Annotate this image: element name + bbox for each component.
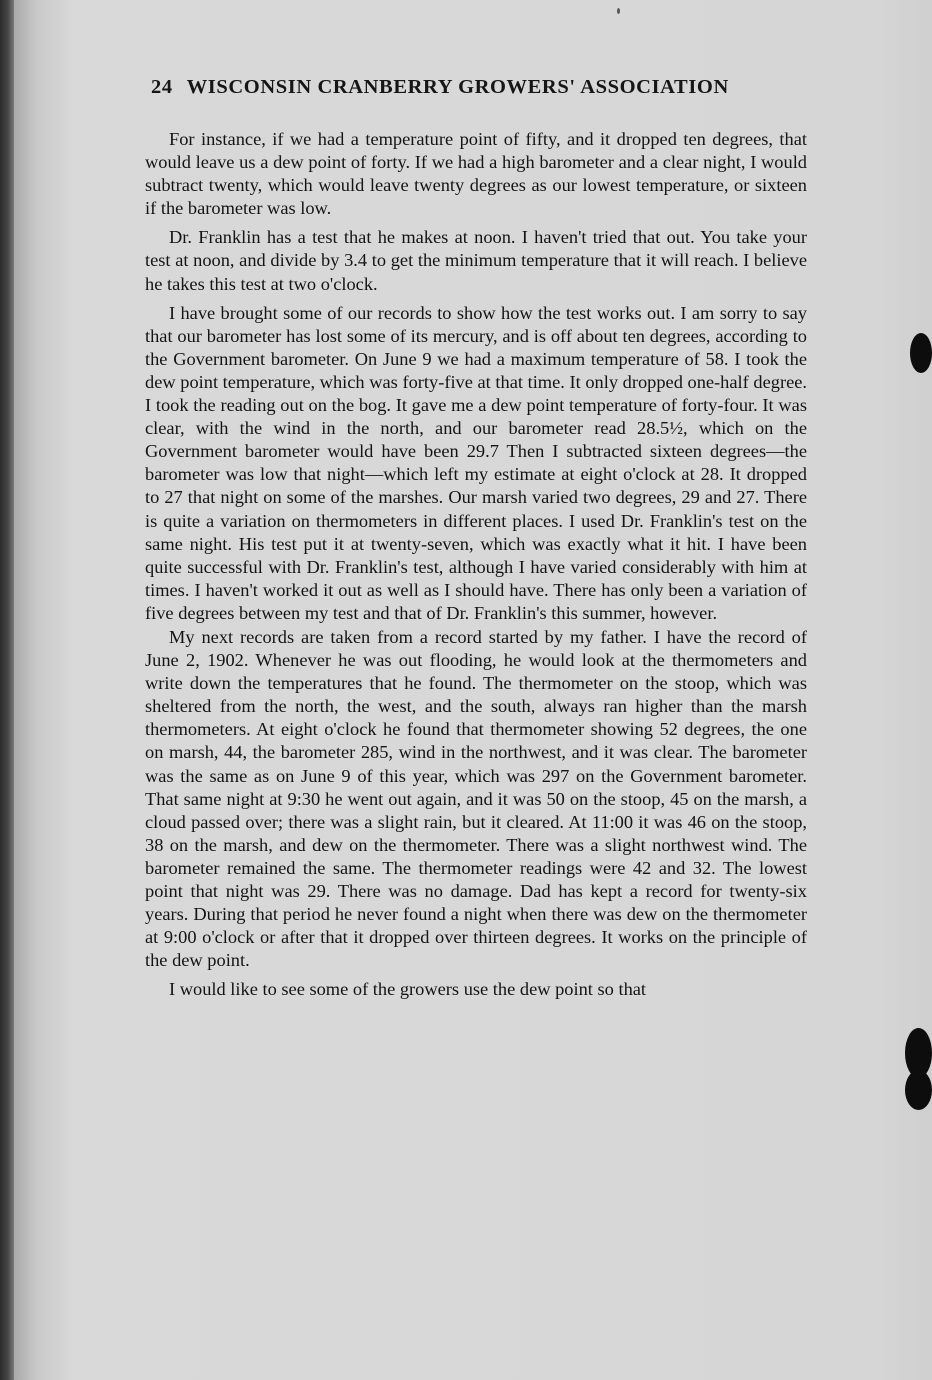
scan-speck [617, 8, 620, 14]
article-body [145, 128, 807, 1007]
book-spine-shadow [0, 0, 14, 1380]
binding-hole-mark [910, 333, 932, 373]
page-number: 24 [151, 76, 173, 98]
binding-hole-mark [905, 1070, 932, 1110]
paragraph-father-records: My next records are taken from a record started by my father. I have the record of June 2, 1902. Whenever he was out flooding, he would look at the thermometers and write down the temperatures that he found. The thermometer on the stoop, which was sheltered from the north, the west, and the south, always ran higher than the marsh thermometers. At eight o'clock he found that thermometer showing 52 degrees, the one on marsh, 44, the barometer 285, wind in the northwest, and it was clear. The barometer was the same as on June 9 of this year, which was 297 on the Government barometer. That same night at 9:30 he went out again, and it was 50 on the stoop, 45 on the marsh, a cloud passed over; there was a slight rain, but it cleared. At 11:00 it was 46 on the stoop, 38 on the marsh, and dew on the thermometer. There was a slight northwest wind. The barometer remained the same. The thermometer readings were 42 and 32. The lowest point that night was 29. There was no damage. Dad has kept a record for twenty-six years. During that period he never found a night when there was dew on the thermometer at 9:00 o'clock or after that it dropped over thirteen degrees. It works on the principle of the dew point. [145, 626, 807, 971]
paragraph-dew-point-example: For instance, if we had a temperature point of fifty, and it dropped ten degrees, that would leave us a dew point of forty. If we had a high barometer and a clear night, I would subtract twenty, which would leave twenty degrees as our lowest temperature, or sixteen if the barometer was low. [145, 129, 807, 219]
paragraph-franklin-test: Dr. Franklin has a test that he makes at noon. I haven't tried that out. You take your test at noon, and divide by 3.4 to get the minimum temperature that it will reach. I believe he takes this test at two o'clock. [145, 227, 807, 294]
running-title: WISCONSIN CRANBERRY GROWERS' ASSOCIATION [186, 76, 729, 98]
paragraph-closing-fragment: I would like to see some of the growers use the dew point so that [169, 979, 647, 1000]
paragraph-records-june-9: I have brought some of our records to show how the test works out. I am sorry to say that our barometer has lost some of its mercury, and is off about ten degrees, according to the Government barometer. On June 9 we had a maximum temperature of 58. I took the dew point temperature, which was forty-five at that time. It only dropped one-half degree. I took the reading out on the bog. It gave me a dew point temperature of forty-four. It was clear, with the wind in the north, and our barometer read 28.5½, which on the Government barometer would have been 29.7 Then I subtracted sixteen degrees—the barometer was low that night—which left my estimate at eight o'clock at 28. It dropped to 27 that night on some of the marshes. Our marsh varied two degrees, 29 and 27. There is quite a variation on thermometers in different places. I used Dr. Franklin's test on the same night. His test put it at twenty-seven, which was exactly what it hit. I have been quite successful with Dr. Franklin's test, although I have varied considerably with him at times. I haven't worked it out as well as I should have. There has only been a variation of five degrees between my test and that of Dr. Franklin's this summer, however. [145, 302, 807, 623]
page-header [151, 76, 791, 99]
